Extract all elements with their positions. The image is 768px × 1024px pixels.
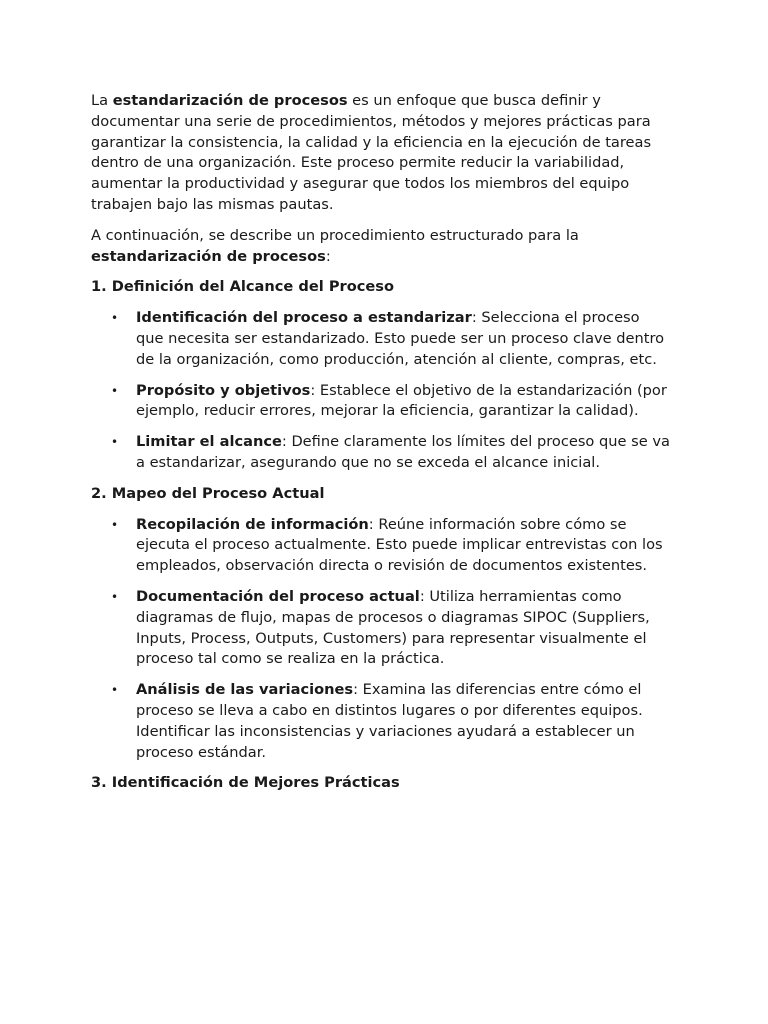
list-item bbox=[91, 381, 671, 423]
bullet-icon: • bbox=[111, 683, 119, 698]
intro-paragraph-2-bold: estandarización de procesos bbox=[91, 247, 326, 265]
section-heading-1: 1. Definición del Alcance del Proceso bbox=[91, 278, 394, 296]
document-page bbox=[91, 91, 671, 804]
intro-paragraph-1-bold: estandarización de procesos bbox=[112, 92, 348, 109]
list-item-text: : Define claramente los límites del proceso que se va a estandarizar, asegurando que no se exceda el alcance inicial. bbox=[136, 433, 670, 471]
list-item bbox=[91, 680, 671, 763]
list-item-text: : Utiliza herramientas como diagramas de flujo, mapas de procesos o diagramas SIPOC (Suppliers, Inputs, Process, Outputs, Customers) para representar visualmente el proceso tal como se realiza en la práctica. bbox=[136, 587, 650, 668]
bullet-icon: • bbox=[111, 435, 119, 450]
list-item-term: Limitar el alcance bbox=[136, 433, 282, 451]
section-heading-2: 2. Mapeo del Proceso Actual bbox=[91, 484, 325, 502]
list-item-term: Documentación del proceso actual bbox=[136, 587, 420, 605]
list-item-text: : Examina las diferencias entre cómo el proceso se lleva a cabo en distintos lugares o por diferentes equipos. Identificar las inconsistencias y variaciones ayudará a establecer un proceso estándar. bbox=[136, 681, 643, 761]
section-2-list bbox=[91, 515, 671, 764]
section-1-list bbox=[91, 308, 671, 474]
bullet-icon: • bbox=[111, 589, 119, 604]
intro-paragraph-2-rest: : bbox=[325, 247, 331, 265]
list-item-text: : Selecciona el proceso que necesita ser estandarizado. Esto puede ser un proceso clave dentro de la organización, como producción, atención al cliente, compras, etc. bbox=[136, 309, 665, 368]
intro-paragraph-2 bbox=[91, 226, 671, 268]
list-item bbox=[91, 308, 671, 370]
list-item-term: Análisis de las variaciones bbox=[136, 681, 354, 699]
list-item-term: Identificación del proceso a estandarizar bbox=[136, 309, 472, 327]
list-item-text: : Reúne información sobre cómo se ejecuta el proceso actualmente. Esto puede implicar entrevistas con los empleados, observación directa o revisión de documentos existentes. bbox=[136, 515, 663, 575]
intro-paragraph-1 bbox=[91, 91, 671, 216]
intro-paragraph-2-lead: A continuación, se describe un procedimiento estructurado para la bbox=[91, 226, 579, 244]
list-item bbox=[91, 587, 671, 670]
list-item bbox=[91, 515, 671, 577]
bullet-icon: • bbox=[111, 383, 119, 398]
intro-paragraph-1-lead: La bbox=[91, 92, 113, 109]
list-item-text: : Establece el objetivo de la estandarización (por ejemplo, reducir errores, mejorar la eficiencia, garantizar la calidad). bbox=[136, 381, 667, 420]
bullet-icon: • bbox=[111, 517, 119, 532]
list-item-term: Propósito y objetivos bbox=[136, 381, 311, 399]
intro-paragraph-1-rest: es un enfoque que busca definir y documentar una serie de procedimientos, métodos y mejores prácticas para garantizar la consistencia, la calidad y la eficiencia en la ejecución de tareas dentro de una organización. Este proceso permite reducir la variabilidad, aumentar la productividad y asegurar que todos los miembros del equipo trabajen bajo las mismas pautas. bbox=[91, 92, 652, 213]
list-item bbox=[91, 432, 671, 474]
section-heading-3: 3. Identificación de Mejores Prácticas bbox=[91, 774, 400, 792]
bullet-icon: • bbox=[111, 311, 119, 326]
list-item-term: Recopilación de información bbox=[136, 515, 369, 533]
